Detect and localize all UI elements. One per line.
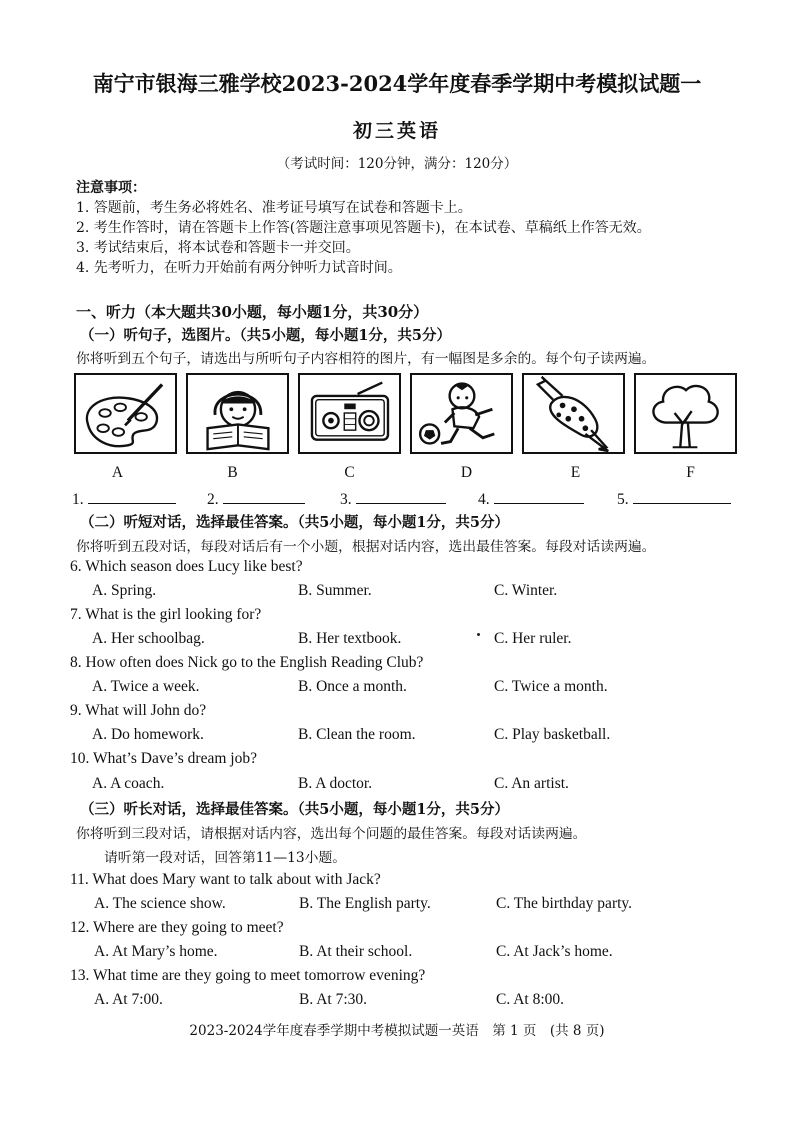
q11-option-a[interactable]: A. The science show. — [94, 895, 226, 912]
blank-line-1 — [88, 488, 176, 504]
question-13: 13. What time are they going to meet tomorrow evening? — [70, 967, 426, 984]
picture-f — [634, 373, 737, 454]
q13-option-a[interactable]: A. At 7:00. — [94, 991, 163, 1008]
blank-line-2 — [223, 488, 305, 504]
blank-line-3 — [356, 488, 446, 504]
picture-letter-d: D — [460, 464, 473, 481]
q12-option-b[interactable]: B. At their school. — [299, 943, 413, 960]
picture-c — [298, 373, 401, 454]
palette-icon — [76, 375, 175, 452]
blank-label-1: 1. — [72, 491, 84, 508]
candy-icon — [524, 375, 623, 452]
answer-blank-1[interactable] — [72, 488, 176, 509]
picture-letter-f: F — [686, 464, 695, 481]
section-listening-heading: 一、听力（本大题共30小题，每小题1分，共30分） — [76, 303, 429, 321]
q6-option-a[interactable]: A. Spring. — [92, 582, 157, 599]
answer-blank-3[interactable] — [340, 488, 446, 509]
question-9: 9. What will John do? — [70, 702, 207, 719]
part1-heading: （一）听句子，选图片。（共5小题，每小题1分，共5分） — [80, 327, 452, 344]
q11-option-b[interactable]: B. The English party. — [299, 895, 431, 912]
picture-letter-e: E — [570, 464, 581, 481]
part3-heading: （三）听长对话，选择最佳答案。（共5小题，每小题1分，共5分） — [80, 801, 510, 818]
q8-option-a[interactable]: A. Twice a week. — [92, 678, 200, 695]
blank-label-5: 5. — [617, 491, 629, 508]
question-7: 7. What is the girl looking for? — [70, 606, 262, 623]
q7-option-b[interactable]: B. Her textbook. — [298, 630, 402, 647]
q12-option-c[interactable]: C. At Jack’s home. — [496, 943, 613, 960]
note-item-4: 4. 先考听力，在听力开始前有两分钟听力试音时间。 — [76, 260, 402, 276]
blank-line-4 — [494, 488, 584, 504]
picture-letter-a: A — [111, 464, 124, 481]
q7-option-c[interactable]: C. Her ruler. — [494, 630, 572, 647]
part2-heading: （二）听短对话，选择最佳答案。（共5小题，每小题1分，共5分） — [80, 514, 510, 531]
exam-subtitle: 初三英语 — [352, 120, 441, 142]
q13-option-b[interactable]: B. At 7:30. — [299, 991, 368, 1008]
q6-option-b[interactable]: B. Summer. — [298, 582, 372, 599]
blank-label-3: 3. — [340, 491, 352, 508]
answer-blank-4[interactable] — [478, 488, 584, 509]
exam-time-info: （考试时间：120分钟，满分：120分） — [276, 156, 518, 172]
q8-option-b[interactable]: B. Once a month. — [298, 678, 407, 695]
q9-option-c[interactable]: C. Play basketball. — [494, 726, 611, 743]
page-footer: 2023-2024学年度春季学期中考模拟试题一英语 第 1 页 (共 8 页) — [189, 1023, 605, 1039]
picture-e — [522, 373, 625, 454]
picture-letter-c: C — [344, 464, 355, 481]
picture-b — [186, 373, 289, 454]
tree-icon — [636, 375, 735, 452]
note-item-2: 2. 考生作答时，请在答题卡上作答(答题注意事项见答题卡)，在本试卷、草稿纸上作答无效。 — [76, 220, 651, 236]
part3-instruction: 你将听到三段对话，请根据对话内容，选出每个问题的最佳答案。每段对话读两遍。 — [76, 826, 587, 842]
answer-blank-5[interactable] — [617, 488, 731, 509]
blank-label-2: 2. — [207, 491, 219, 508]
picture-a — [74, 373, 177, 454]
note-item-3: 3. 考试结束后，将本试卷和答题卡一并交回。 — [76, 240, 360, 256]
question-12: 12. Where are they going to meet? — [70, 919, 284, 936]
notes-heading: 注意事项： — [76, 180, 146, 196]
blank-line-5 — [633, 488, 731, 504]
note-item-1: 1. 答题前，考生务必将姓名、准考证号填写在试卷和答题卡上。 — [76, 200, 472, 216]
q10-option-c[interactable]: C. An artist. — [494, 775, 569, 792]
radio-icon — [300, 375, 399, 452]
q6-option-c[interactable]: C. Winter. — [494, 582, 558, 599]
stray-dot — [477, 633, 480, 636]
boy-football-icon — [412, 375, 511, 452]
girl-reading-icon — [188, 375, 287, 452]
question-6: 6. Which season does Lucy like best? — [70, 558, 303, 575]
picture-letter-b: B — [227, 464, 238, 481]
question-8: 8. How often does Nick go to the English Reading Club? — [70, 654, 424, 671]
blank-label-4: 4. — [478, 491, 490, 508]
exam-title: 南宁市银海三雅学校2023-2024学年度春季学期中考模拟试题一 — [92, 71, 702, 96]
part3-sub-instruction: 请听第一段对话，回答第11—13小题。 — [104, 850, 347, 866]
q10-option-b[interactable]: B. A doctor. — [298, 775, 373, 792]
q9-option-a[interactable]: A. Do homework. — [92, 726, 204, 743]
q9-option-b[interactable]: B. Clean the room. — [298, 726, 416, 743]
q11-option-c[interactable]: C. The birthday party. — [496, 895, 633, 912]
q10-option-a[interactable]: A. A coach. — [92, 775, 165, 792]
question-10: 10. What’s Dave’s dream job? — [70, 750, 257, 767]
q8-option-c[interactable]: C. Twice a month. — [494, 678, 608, 695]
q12-option-a[interactable]: A. At Mary’s home. — [94, 943, 218, 960]
question-11: 11. What does Mary want to talk about with Jack? — [70, 871, 381, 888]
q13-option-c[interactable]: C. At 8:00. — [496, 991, 565, 1008]
part1-instruction: 你将听到五个句子，请选出与所听句子内容相符的图片，有一幅图是多余的。每个句子读两遍。 — [76, 351, 656, 367]
answer-blank-2[interactable] — [207, 488, 305, 509]
q7-option-a[interactable]: A. Her schoolbag. — [92, 630, 205, 647]
part2-instruction: 你将听到五段对话，每段对话后有一个小题，根据对话内容，选出最佳答案。每段对话读两遍。 — [76, 539, 656, 555]
picture-d — [410, 373, 513, 454]
